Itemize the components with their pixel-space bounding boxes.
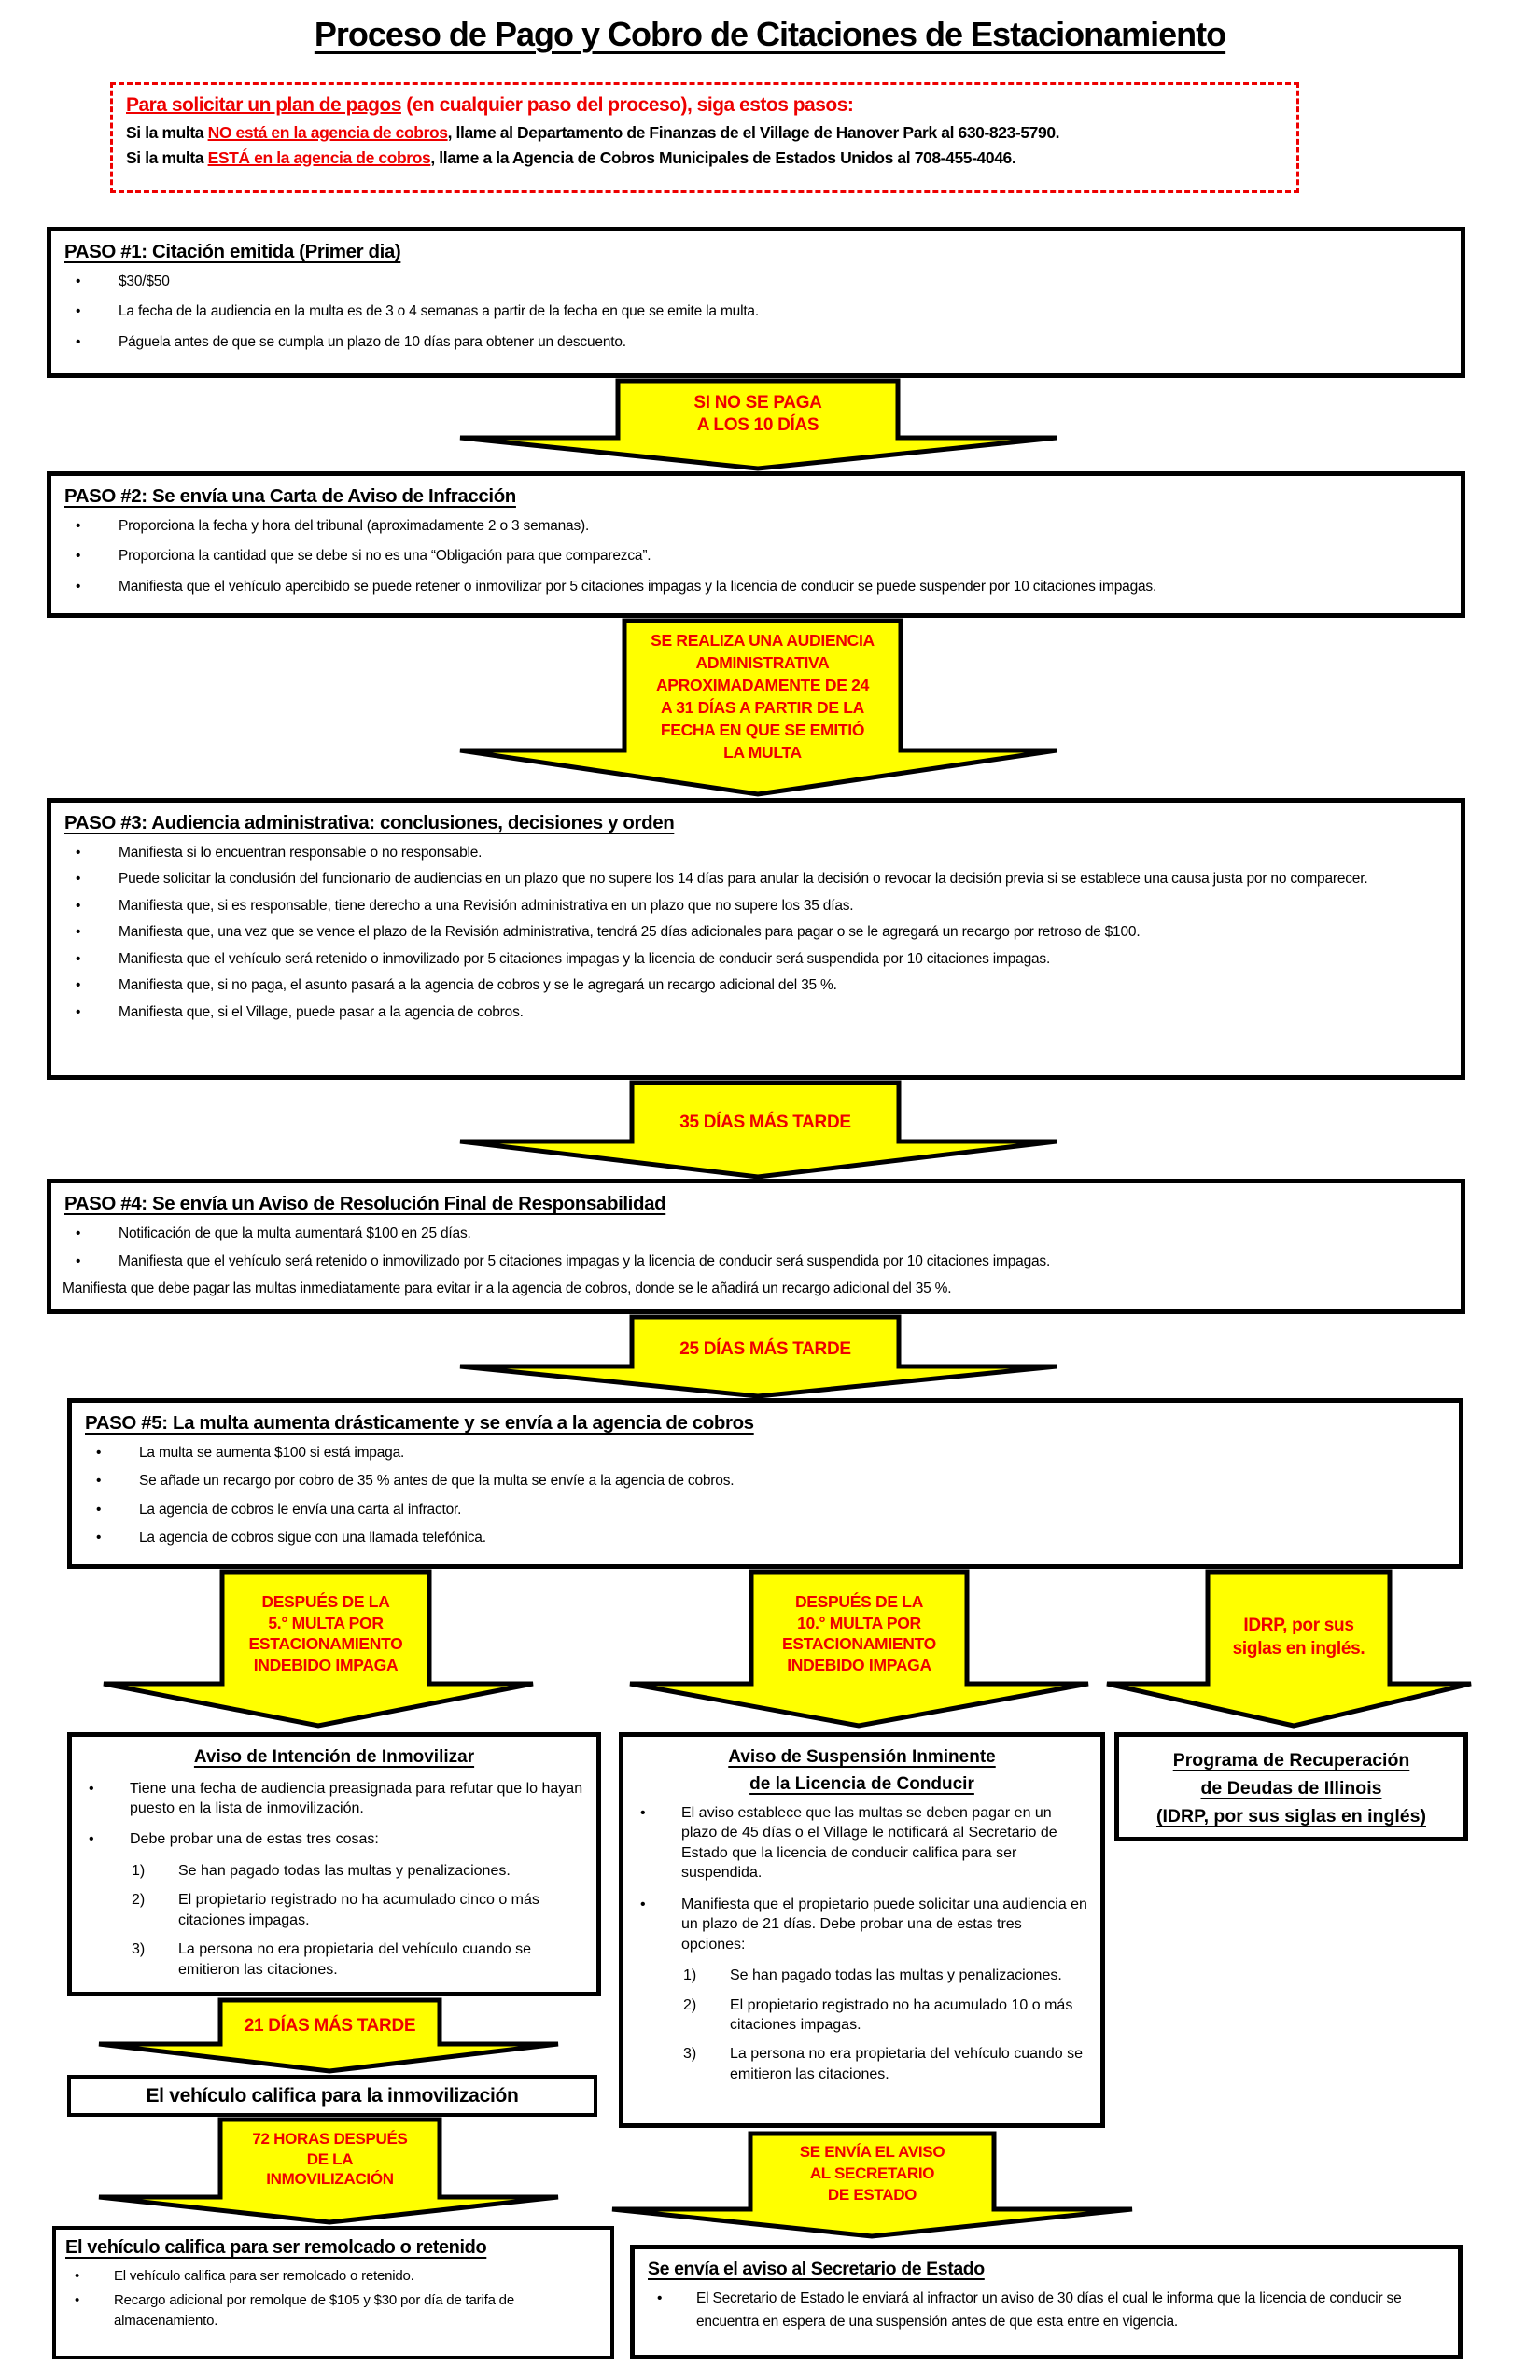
bullet-icon: •: [76, 303, 81, 320]
idrp-program-title: Programa de Recuperación de Deudas de Illinois (IDRP, por sus siglas en inglés): [1156, 1750, 1426, 1827]
arrow-after-10th-ticket: [627, 1569, 1091, 1729]
immobilization-numbered-item: 3) La persona no era propietaria del vehículo cuando se emitieron las citaciones.: [132, 1941, 532, 1978]
row-prefix: Si la multa: [126, 123, 208, 142]
row-rest: , llame a la Agencia de Cobros Municipales de Estados Unidos al 708-455-4046.: [430, 148, 1016, 167]
bullet-icon: •: [76, 548, 81, 565]
arrow-label: SE ENVÍA EL AVISO AL SECRETARIO DE ESTADO: [799, 2143, 945, 2204]
suspension-notice-title: Aviso de Suspensión Inminente de la Licencia de Conducir: [728, 1747, 996, 1794]
bullet-icon: •: [76, 1225, 81, 1241]
row-highlight: ESTÁ en la agencia de cobros: [207, 148, 431, 167]
step1-bullet: • Páguela antes de que se cumpla un plazo de 10 días para obtener un descuento.: [63, 333, 1449, 352]
bullet-icon: •: [75, 2268, 80, 2284]
bullet-icon: •: [89, 1780, 94, 1797]
arrow-label: SE REALIZA UNA AUDIENCIA ADMINISTRATIVA APROXIMADAMENTE DE 24 A 31 DÍAS A PARTIR DE LA FECHA EN QUE SE EMITIÓ LA MULTA: [651, 631, 875, 762]
step1-title: PASO #1: Citación emitida (Primer dia): [64, 241, 401, 262]
step3-bullet: • Manifiesta que, si no paga, el asunto pasará a la agencia de cobros y se le agregará un recargo adicional del 35 %.: [63, 976, 1449, 995]
row-prefix: Si la multa: [126, 148, 208, 167]
bullet-icon: •: [96, 1530, 102, 1547]
arrow-label: 35 DÍAS MÁS TARDE: [679, 1113, 851, 1132]
step3-bullet: • Manifiesta que el vehículo será retenido o inmovilizado por 5 citaciones impagas y la licencia de conducir será suspendida por 10 citaciones impagas.: [63, 950, 1449, 969]
step1-bullet: • $30/$50: [63, 273, 1449, 291]
bullet-icon: •: [76, 924, 81, 941]
idrp-program-box: [1114, 1732, 1468, 1841]
bullet-icon: •: [657, 2290, 663, 2306]
step5-bullet: • La multa se aumenta $100 si está impaga.: [83, 1444, 1448, 1463]
arrow-administrative-hearing: [457, 618, 1059, 797]
bullet-icon: •: [640, 1805, 646, 1821]
payment-plan-row-not-in-collections: [126, 123, 1283, 143]
step2-bullet: • Proporciona la cantidad que se debe si no es una “Obligación para que comparezca”.: [63, 547, 1449, 566]
bullet-icon: •: [76, 897, 81, 914]
step3-title: PASO #3: Audiencia administrativa: conclusiones, decisiones y orden: [64, 812, 675, 833]
arrow-idrp: [1104, 1569, 1474, 1729]
arrow-25-days-later: [457, 1314, 1059, 1399]
immobilization-qualify-title: El vehículo califica para la inmovilización: [146, 2084, 519, 2107]
bullet-icon: •: [75, 2291, 80, 2308]
arrow-35-days-later: [457, 1080, 1059, 1180]
step4-bullet: • Notificación de que la multa aumentará $100 en 25 días.: [63, 1225, 1449, 1243]
page-title: Proceso de Pago y Cobro de Citaciones de Estacionamiento: [314, 15, 1226, 53]
bullet-icon: •: [96, 1501, 102, 1518]
payment-plan-row-in-collections: [126, 148, 1283, 168]
step3-box: [47, 798, 1465, 1080]
step4-title: PASO #4: Se envía un Aviso de Resolución Final de Responsabilidad: [64, 1193, 666, 1214]
step2-title: PASO #2: Se envía una Carta de Aviso de Infracción: [64, 485, 516, 507]
bullet-icon: •: [76, 845, 81, 861]
step4-box: [47, 1179, 1465, 1314]
arrow-21-days-later: [96, 1997, 561, 2074]
step3-bullet: • Puede solicitar la conclusión del funcionario de audiencias en un plazo que no supere los 14 días para anular la decisión o revocar la decisión previa si se establece una causa justa por no comparecer.: [63, 870, 1449, 889]
arrow-label: 21 DÍAS MÁS TARDE: [244, 2016, 416, 2036]
row-highlight: NO está en la agencia de cobros: [207, 123, 448, 142]
suspension-numbered-item: 2) El propietario registrado no ha acumulado 10 o más citaciones impagas.: [683, 1996, 1073, 2033]
immobilization-bullet: • Debe probar una de estas tres cosas:: [79, 1829, 589, 1849]
row-rest: , llame al Departamento de Finanzas de el Village de Hanover Park al 630-823-5790.: [447, 123, 1060, 142]
bullet-icon: •: [96, 1445, 102, 1461]
immobilization-bullet: • Tiene una fecha de audiencia preasignada para refutar que lo hayan puesto en la lista de inmovilización.: [79, 1779, 589, 1819]
arrow-label: SI NO SE PAGA A LOS 10 DÍAS: [693, 393, 822, 435]
step3-bullet: • Manifiesta si lo encuentran responsable o no responsable.: [63, 844, 1449, 862]
suspension-notice-box: [619, 1732, 1105, 2128]
arrow-not-paid-10-days: [457, 378, 1059, 471]
tow-bullet: • Recargo adicional por remolque de $105 y $30 por día de tarifa de almacenamiento.: [63, 2290, 603, 2331]
tow-bullet: • El vehículo califica para ser remolcado o retenido.: [63, 2266, 603, 2287]
step2-bullet: • Proporciona la fecha y hora del tribunal (aproximadamente 2 o 3 semanas).: [63, 517, 1449, 536]
step2-box: [47, 471, 1465, 618]
secretary-box-title: Se envía el aviso al Secretario de Estado: [648, 2259, 985, 2279]
bullet-icon: •: [76, 871, 81, 888]
secretary-bullet: • El Secretario de Estado le enviará al infractor un aviso de 30 días el cual le informa que la licencia de conducir se encuentra en espera de una suspensión antes de que esta entre en vigencia.: [646, 2288, 1450, 2334]
immobilization-numbered-item: 1) Se han pagado todas las multas y penalizaciones.: [132, 1862, 511, 1879]
immobilization-numbered-item: 2) El propietario registrado no ha acumulado cinco o más citaciones impagas.: [132, 1892, 539, 1928]
bullet-icon: •: [89, 1831, 94, 1848]
payment-plan-heading-rest: (en cualquier paso del proceso), siga estos pasos:: [400, 94, 854, 116]
payment-plan-notice: [110, 82, 1299, 193]
step2-bullet: • Manifiesta que el vehículo apercibido se puede retener o inmovilizar por 5 citaciones impagas y la licencia de conducir se puede suspender por 10 citaciones impagas.: [63, 578, 1449, 596]
step3-bullet: • Manifiesta que, si es responsable, tiene derecho a una Revisión administrativa en un plazo que no supere los 35 días.: [63, 897, 1449, 916]
step4-bullet: • Manifiesta que el vehículo será retenido o inmovilizado por 5 citaciones impagas y la licencia de conducir será suspendida por 10 citaciones impagas.: [63, 1253, 1449, 1271]
immobilization-notice-title: Aviso de Intención de Inmovilizar: [193, 1747, 475, 1767]
bullet-icon: •: [76, 333, 81, 350]
arrow-label: 25 DÍAS MÁS TARDE: [679, 1339, 851, 1359]
bullet-icon: •: [96, 1473, 102, 1490]
suspension-bullet: • El aviso establece que las multas se deben pagar en un plazo de 45 días o el Village le notificará al Secretario de Estado que la licencia de conducir califica para ser suspendida.: [631, 1803, 1093, 1883]
payment-plan-heading: [126, 94, 1283, 117]
arrow-after-5th-ticket: [101, 1569, 536, 1729]
step5-box: [67, 1398, 1463, 1569]
step5-bullet: • La agencia de cobros le envía una carta al infractor.: [83, 1501, 1448, 1519]
step1-bullet: • La fecha de la audiencia en la multa es de 3 o 4 semanas a partir de la fecha en que se emite la multa.: [63, 302, 1449, 321]
bullet-icon: •: [640, 1896, 646, 1912]
step5-title: PASO #5: La multa aumenta drásticamente y se envía a la agencia de cobros: [85, 1412, 754, 1434]
bullet-icon: •: [76, 578, 81, 595]
bullet-icon: •: [76, 950, 81, 967]
arrow-notice-secretary: [609, 2131, 1135, 2239]
arrow-label: DESPUÉS DE LA 5.° MULTA POR ESTACIONAMIENTO INDEBIDO IMPAGA: [248, 1592, 403, 1674]
secretary-box: [630, 2245, 1463, 2359]
suspension-numbered-item: 1) Se han pagado todas las multas y penalizaciones.: [683, 1967, 1062, 1984]
tow-box-title: El vehículo califica para ser remolcado o retenido: [65, 2237, 487, 2258]
step5-bullet: • Se añade un recargo por cobro de 35 % antes de que la multa se envíe a la agencia de cobros.: [83, 1472, 1448, 1491]
tow-box: [52, 2226, 614, 2359]
bullet-icon: •: [76, 1003, 81, 1020]
step3-bullet: • Manifiesta que, si el Village, puede pasar a la agencia de cobros.: [63, 1003, 1449, 1022]
arrow-72-hours: [96, 2117, 561, 2225]
bullet-icon: •: [76, 977, 81, 994]
immobilization-qualify-box: [67, 2075, 597, 2117]
bullet-icon: •: [76, 273, 81, 289]
payment-plan-heading-link: Para solicitar un plan de pagos: [126, 94, 401, 116]
arrow-label: DESPUÉS DE LA 10.° MULTA POR ESTACIONAMIENTO INDEBIDO IMPAGA: [782, 1592, 936, 1674]
immobilization-notice-box: [67, 1732, 601, 1996]
step1-box: [47, 227, 1465, 378]
suspension-numbered-item: 3) La persona no era propietaria del vehículo cuando se emitieron las citaciones.: [683, 2046, 1084, 2082]
step3-bullet: • Manifiesta que, una vez que se vence el plazo de la Revisión administrativa, tendrá 25 días adicionales para pagar o se le agregará un recargo por retroso de $100.: [63, 923, 1449, 942]
bullet-icon: •: [76, 1253, 81, 1270]
arrow-label: IDRP, por sus siglas en inglés.: [1232, 1616, 1365, 1659]
arrow-label: 72 HORAS DESPUÉS DE LA INMOVILIZACIÓN: [252, 2130, 408, 2188]
suspension-bullet: • Manifiesta que el propietario puede solicitar una audiencia en un plazo de 21 días. Debe probar una de estas tres opciones:: [631, 1895, 1093, 1954]
step4-note: Manifiesta que debe pagar las multas inmediatamente para evitar ir a la agencia de cobros, donde se le añadirá un recargo adicional del 35 %.: [63, 1280, 952, 1296]
bullet-icon: •: [76, 518, 81, 534]
step5-bullet: • La agencia de cobros sigue con una llamada telefónica.: [83, 1529, 1448, 1547]
